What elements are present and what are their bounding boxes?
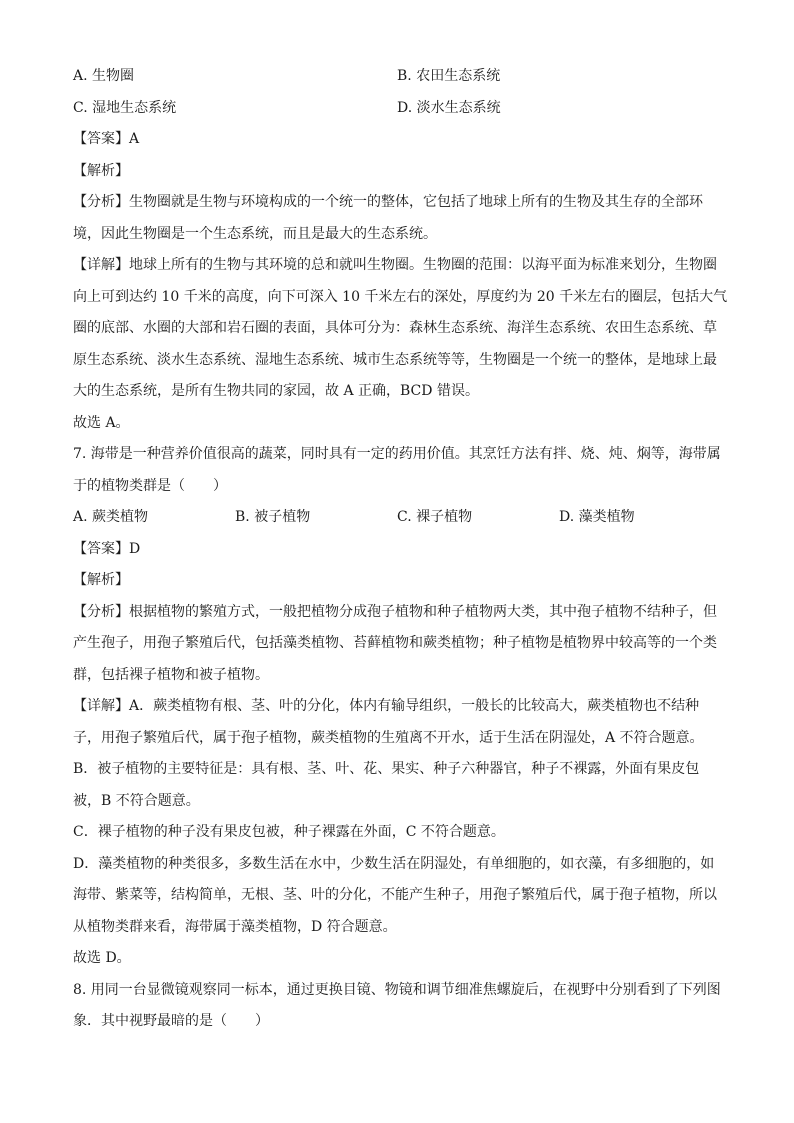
q7-option-b: B. 被子植物 xyxy=(235,509,311,525)
q6-options-row-2 xyxy=(73,94,733,126)
q7-answer: 【答案】D xyxy=(73,540,141,557)
q6-option-d: D. 淡水生态系统 xyxy=(397,99,501,116)
q7-detail-line: 【详解】A．蕨类植物有根、茎、叶的分化，体内有输导组织，一般长的比较高大，蕨类植物也不结种 xyxy=(73,698,700,714)
q6-answer: 【答案】A xyxy=(73,131,140,147)
q6-detail-line: 【详解】地球上所有的生物与其环境的总和就叫生物圈。生物圈的范围：以海平面为标准来划分，生物圈 xyxy=(73,257,717,273)
q7-detail-line: B．被子植物的主要特征是：具有根、茎、叶、花、果实、种子六种器官，种子不裸露，外面有果皮包 xyxy=(73,761,700,777)
q8-stem-line: 8. 用同一台显微镜观察同一标本，通过更换目镜、物镜和调节细准焦螺旋后，在视野中分别看到了下列图 xyxy=(73,981,721,998)
q7-stem-line: 于的植物类群是（ ） xyxy=(73,477,227,494)
q7-option-a: A. 蕨类植物 xyxy=(73,509,149,525)
q7-detail-line: D．藻类植物的种类很多，多数生活在水中，少数生活在阴湿处，有单细胞的，如衣藻，有多细胞的，如 xyxy=(73,855,715,872)
q8-stem-line: 象．其中视野最暗的是（ ） xyxy=(73,1013,269,1029)
q6-analysis-line: 【分析】生物圈就是生物与环境构成的一个统一的整体，它包括了地球上所有的生物及其生存的全部环 xyxy=(73,194,703,210)
q6-options-row-1 xyxy=(73,62,733,94)
q6-option-a: A. 生物圈 xyxy=(73,68,135,84)
q6-conclusion: 故选 A。 xyxy=(73,414,130,431)
q7-analysis-line: 【分析】根据植物的繁殖方式，一般把植物分成孢子植物和种子植物两大类，其中孢子植物不结种子，但 xyxy=(73,603,717,620)
q7-analysis-line: 产生孢子，用孢子繁殖后代，包括藻类植物、苔藓植物和蕨类植物；种子植物是植物界中较高等的一个类 xyxy=(73,635,717,651)
q6-analysis-line: 境，因此生物圈是一个生态系统，而且是最大的生态系统。 xyxy=(73,225,437,242)
q7-jiexi-label: 【解析】 xyxy=(73,572,129,588)
q7-conclusion: 故选 D。 xyxy=(73,950,131,966)
document-page xyxy=(73,62,733,1039)
q7-option-d: D. 藻类植物 xyxy=(559,509,635,525)
q7-detail-line: 海带、紫菜等，结构简单，无根、茎、叶的分化，不能产生种子，用孢子繁殖后代，属于孢子植物，所以 xyxy=(73,887,717,903)
q6-detail-line: 向上可到达约 10 千米的高度，向下可深入 10 千米左右的深处，厚度约为 20 千米左右的圈层，包括大气 xyxy=(73,288,728,305)
q6-detail-line: 原生态系统、淡水生态系统、湿地生态系统、城市生态系统等等，生物圈是一个统一的整体，是地球上最 xyxy=(73,351,717,368)
q7-analysis-line: 群，包括裸子植物和被子植物。 xyxy=(73,666,269,683)
q6-detail-line: 大的生态系统，是所有生物共同的家园，故 A 正确，BCD 错误。 xyxy=(73,383,479,399)
q7-detail-line: C．裸子植物的种子没有果皮包被，种子裸露在外面，C 不符合题意。 xyxy=(73,824,505,840)
q7-option-c: C. 裸子植物 xyxy=(397,509,473,525)
q6-option-c: C. 湿地生态系统 xyxy=(73,99,177,116)
q7-stem-line: 7. 海带是一种营养价值很高的蔬菜，同时具有一定的药用价值。其烹饪方法有拌、烧、炖、焖等，海带属 xyxy=(73,446,721,462)
q7-detail-line: 被，B 不符合题意。 xyxy=(73,792,200,809)
q7-detail-line: 从植物类群来看，海带属于藻类植物，D 符合题意。 xyxy=(73,918,397,935)
q7-detail-line: 子，用孢子繁殖后代，属于孢子植物，蕨类植物的生殖离不开水，适于生活在阴湿处，A 不符合题意。 xyxy=(73,729,704,746)
q6-jiexi-label: 【解析】 xyxy=(73,162,129,179)
q7-options-row xyxy=(73,503,733,535)
q6-option-b: B. 农田生态系统 xyxy=(397,68,501,84)
q6-detail-line: 圈的底部、水圈的大部和岩石圈的表面，具体可分为：森林生态系统、海洋生态系统、农田生态系统、草 xyxy=(73,320,717,336)
